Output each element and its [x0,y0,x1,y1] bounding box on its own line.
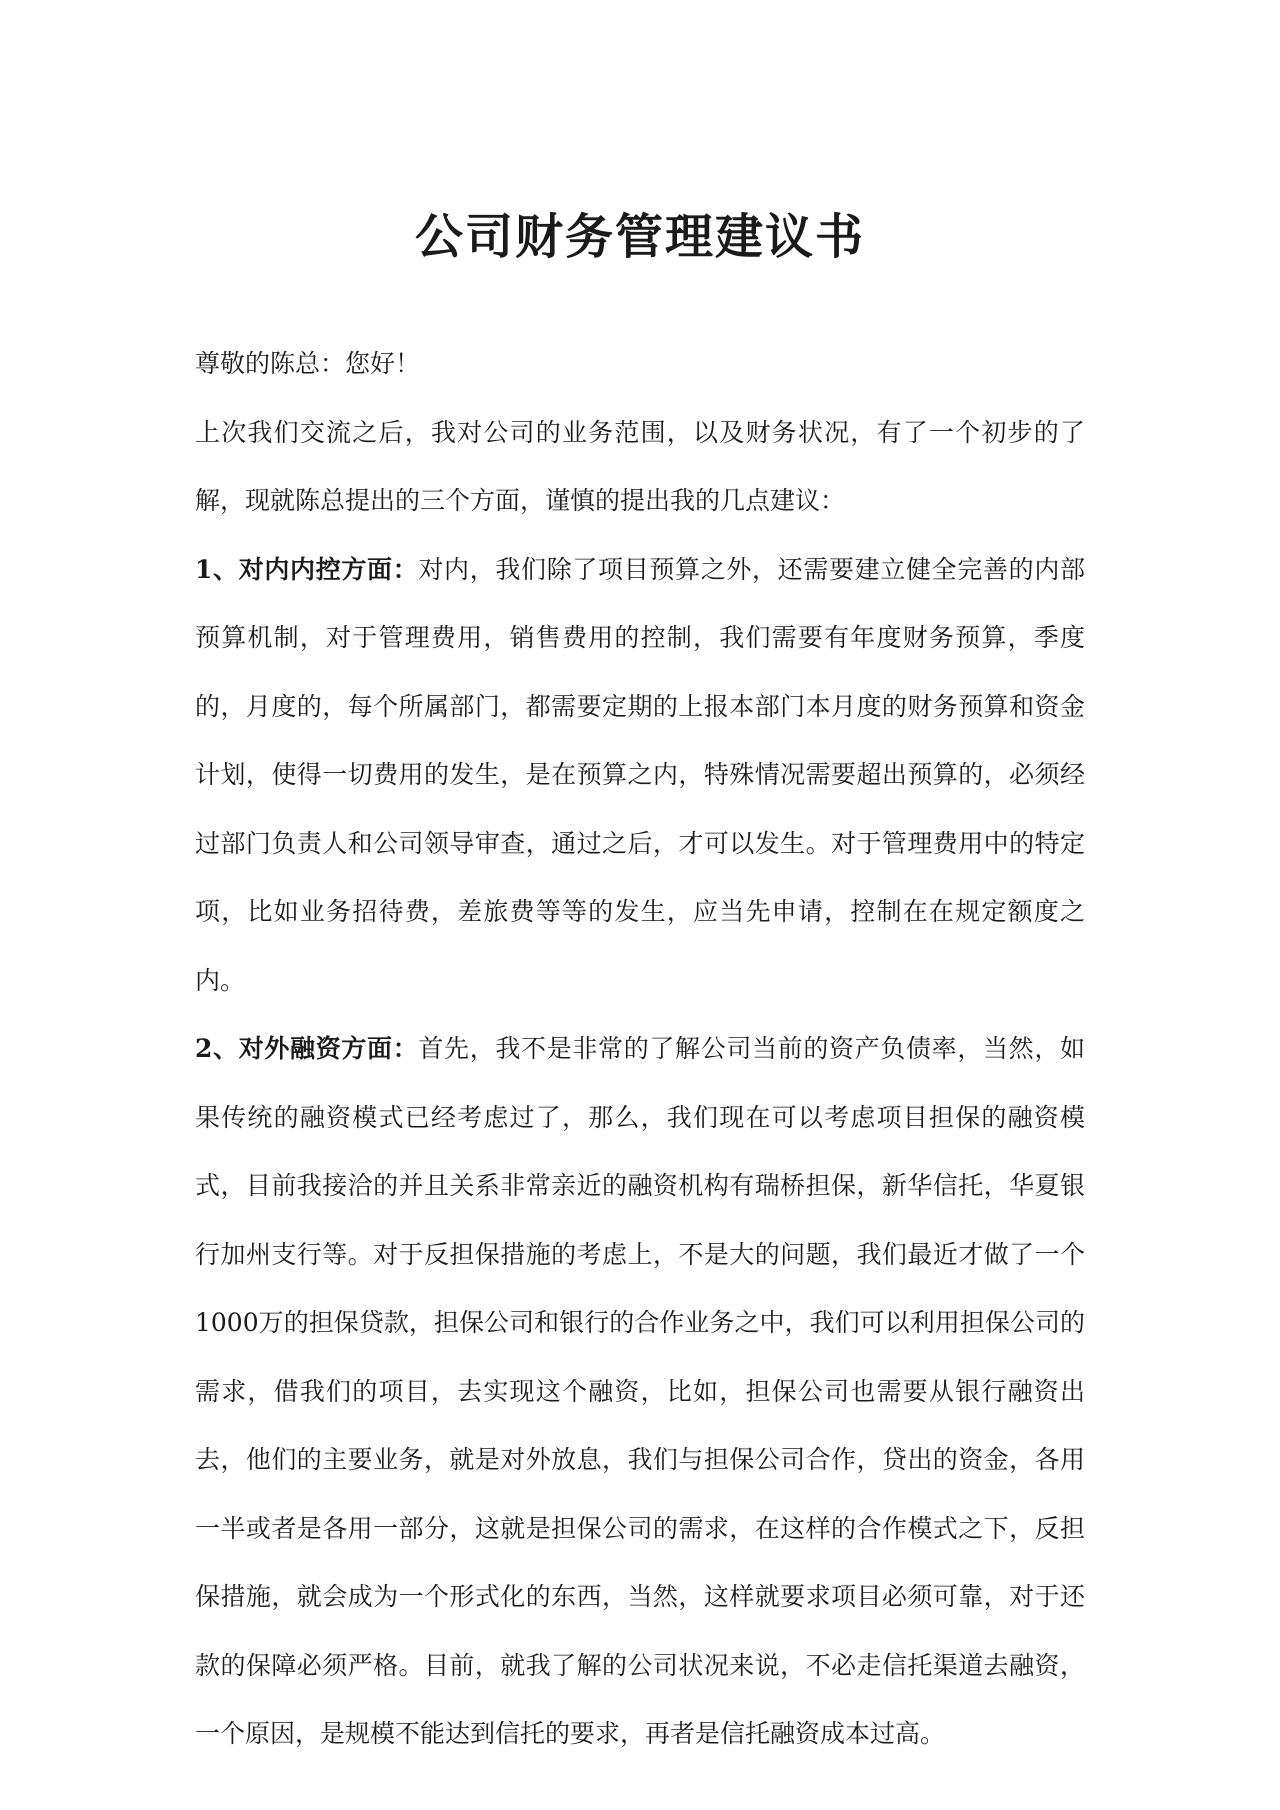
document-body [195,330,1085,1769]
section-number: 2、 [195,1034,239,1063]
section-number: 1、 [195,554,239,584]
page-title: 公司财务管理建议书 [414,209,865,266]
section-internal-control [195,536,1085,1016]
section-text: 对内，我们除了项目预算之外，还需要建立健全完善的内部预算机制，对于管理费用，销售费用的控制，我们需要有年度财务预算，季度的，月度的，每个所属部门，都需要定期的上报本部门本月度的财务预算和资金计划，使得一切费用的发生，是在预算之内，特殊情况需要超出预算的，必须经过部门负责人和公司领导审查，通过之后，才可以发生。对于管理费用中的特定项，比如业务招待费，差旅费等等的发生，应当先申请，控制在在规定额度之内。 [195,554,1085,995]
greeting: 尊敬的陈总：您好！ [195,349,421,378]
section-external-financing [195,1015,1085,1769]
intro-paragraph: 上次我们交流之后，我对公司的业务范围，以及财务状况，有了一个初步的了解，现就陈总提出的三个方面，谨慎的提出我的几点建议： [195,417,1085,515]
section-text: 首先，我不是非常的了解公司当前的资产负债率，当然，如果传统的融资模式已经考虑过了，那么，我们现在可以考虑项目担保的融资模式，目前我接洽的并且关系非常亲近的融资机构有瑞桥担保，新华信托，华夏银行加州支行等。对于反担保措施的考虑上，不是大的问题，我们最近才做了一个1000万的担保贷款，担保公司和银行的合作业务之中，我们可以利用担保公司的需求，借我们的项目，去实现这个融资，比如，担保公司也需要从银行融资出去，他们的主要业务，就是对外放息，我们与担保公司合作，贷出的资金，各用一半或者是各用一部分，这就是担保公司的需求，在这样的合作模式之下，反担保措施，就会成为一个形式化的东西，当然，这样就要求项目必须可靠，对于还款的保障必须严格。目前，就我了解的公司状况来说，不必走信托渠道去融资，一个原因，是规模不能达到信托的要求，再者是信托融资成本过高。 [195,1034,1085,1748]
section-heading: 对外融资方面： [238,1034,419,1063]
section-heading: 对内内控方面： [238,554,419,584]
